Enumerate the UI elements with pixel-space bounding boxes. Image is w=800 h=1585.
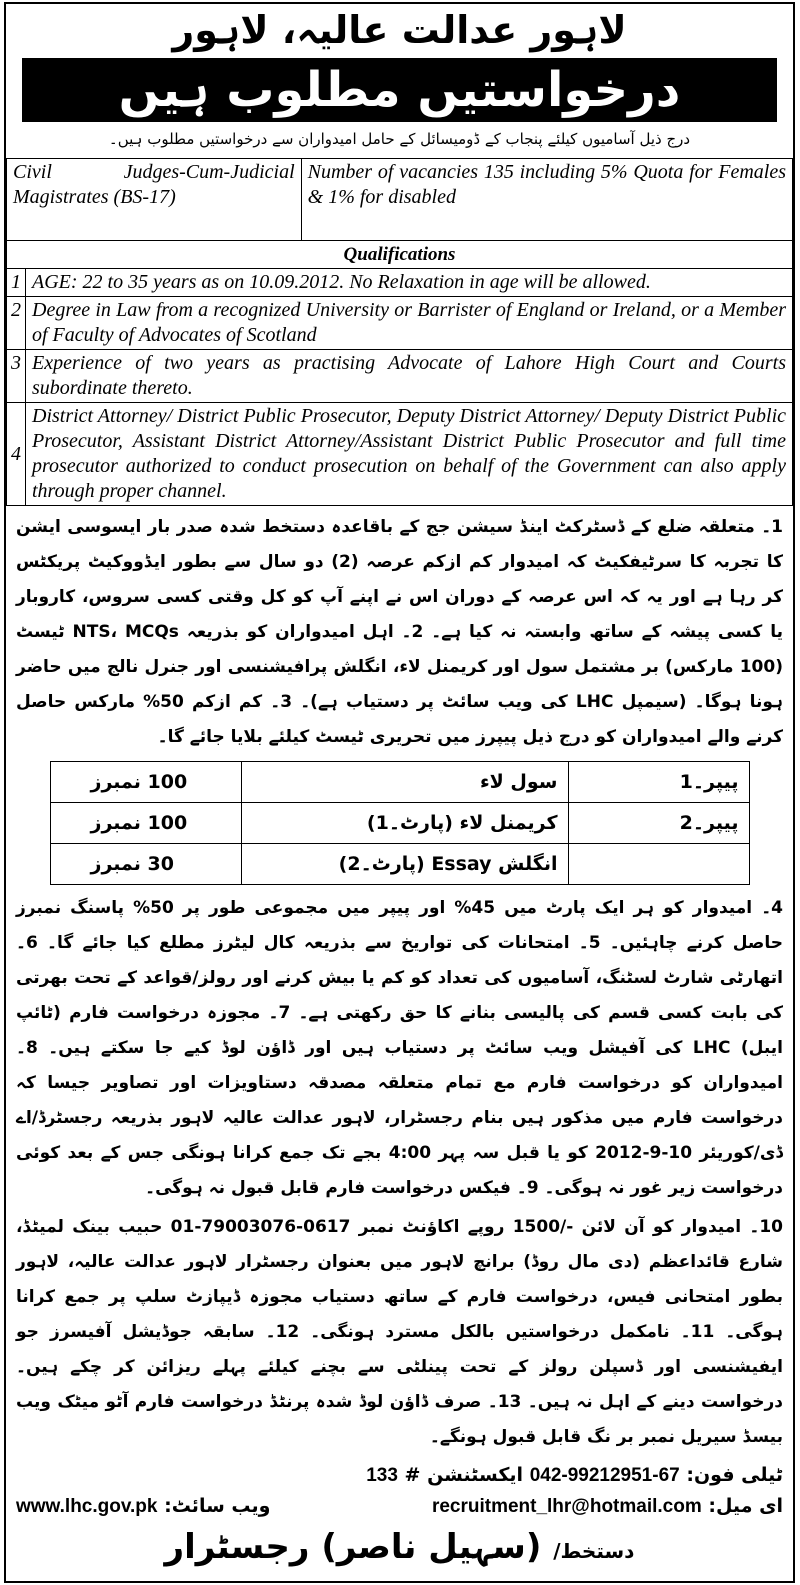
instructions-paragraph-2: 4۔ امیدوار کو ہر ایک پارٹ میں 45% اور پیپر میں مجموعی طور پر 50% پاسنگ نمبرز حاصل کرنے چاہئیں۔ 5۔ امتحانات کی تواریخ سے بذریعہ کال لیٹرز مطلع کیا جائے گا۔ 6۔ اتھارٹی شارٹ لسٹنگ، آسامیوں کی تعداد کو کم یا بیش کرنے اور رولز/قواعد کے تحت بھرتی کی بابت کسی قسم کی پالیسی بنانے کا حق رکھتی ہے۔ 7۔ مجوزہ درخواست فارم (ٹائپ ایبل) LHC کی آفیشل ویب سائٹ پر دستیاب ہیں اور ڈاؤن لوڈ کیے جا سکتے ہیں۔ 8۔ امیدواران کو درخواست فارم مع تمام متعلقہ مصدقہ دستاویزات اور تصاویر جیسا کہ درخواست فارم میں مذکور ہیں بنام رجسٹرار، لاہور عدالت عالیہ لاہور بذریعہ رجسٹرڈ/اے ڈی/کوریئر 10-9-2012 کو یا قبل سہ پہر 4:00 بجے تک جمع کرانا ہونگی جس کے بعد کوئی درخواست زیر غور نہ ہوگی۔ 9۔ فیکس درخواست فارم قابل قبول نہ ہوگی۔ (16, 898, 783, 1198)
papers-table (50, 761, 750, 885)
qualifications-heading: Qualifications (7, 241, 793, 269)
registrar-name: (سہیل ناصر) رجسٹرار (164, 1527, 542, 1567)
paper-marks: 100 نمبرز (50, 762, 241, 803)
website-line (16, 1492, 270, 1521)
extension-number: 133 (366, 1465, 398, 1486)
paper-label: پیپر۔1 (568, 762, 749, 803)
table-row (7, 350, 793, 403)
table-row (7, 269, 793, 297)
vacancies-text: Number of vacancies 135 including 5% Quota for Females & 1% for disabled (301, 159, 792, 241)
paper-subject: انگلش Essay (پارٹ۔2) (241, 844, 568, 885)
item-text: District Attorney/ District Public Prosecutor, Deputy District Attorney/ Deputy District Public Prosecutor, Assistant District Attorney/Assistant District Public Prosecutor and full time prosecutor authorized to conduct prosecution on behalf of the Government can also apply through proper channel. (26, 403, 793, 506)
item-number: 3 (7, 350, 26, 403)
post-title: Civil Judges-Cum-Judicial Magistrates (BS-17) (7, 159, 302, 241)
table-row (50, 762, 749, 803)
email-label: ای میل: (708, 1495, 783, 1517)
item-number: 1 (7, 269, 26, 297)
table-row (50, 844, 749, 885)
instructions-paragraph-1: 1۔ متعلقہ ضلع کے ڈسٹرکٹ اینڈ سیشن جج کے باقاعدہ دستخط شدہ صدر بار ایسوسی ایشن کا تجربہ کا سرٹیفکیٹ کہ امیدوار کم ازکم عرصہ (2) دو سال سے بطور ایڈووکیٹ پریکٹس کر رہا ہے اور یہ کہ اس عرصہ کے دوران اس نے اپنے آپ کو کل وقتی کسی سروس، کاروبار یا کسی پیشہ کے ساتھ وابستہ نہ کیا ہے۔ 2۔ اہل امیدواران کو بذریعہ NTS، MCQs ٹیسٹ (100 مارکس) بر مشتمل سول اور کریمنل لاء، انگلش پرافیشنسی اور جنرل نالج میں حاضر ہونا ہوگا۔ (سیمپل LHC کی ویب سائٹ پر دستیاب ہے)۔ 3۔ کم ازکم 50% مارکس حاصل کرنے والے امیدواران کو درج ذیل پیپرز میں تحریری ٹیسٹ کیلئے بلایا جائے گا۔ (16, 517, 784, 747)
signature-block (6, 1525, 793, 1573)
paper-label: پیپر۔2 (568, 803, 749, 844)
paper-marks: 30 نمبرز (50, 844, 241, 885)
website-label: ویب سائٹ: (164, 1495, 271, 1517)
website-link[interactable]: www.lhc.gov.pk (16, 1496, 158, 1517)
item-number: 2 (7, 297, 26, 350)
item-number: 4 (7, 403, 26, 506)
table-row (50, 803, 749, 844)
qualifications-heading-row (7, 241, 793, 269)
paper-subject: سول لاء (241, 762, 568, 803)
item-text: Degree in Law from a recognized University or Barrister of England or Ireland, or a Member of Faculty of Advocates of Scotland (26, 297, 793, 350)
email-link[interactable]: recruitment_lhr@hotmail.com (431, 1496, 702, 1517)
table-row (7, 403, 793, 506)
advertisement-frame (4, 2, 795, 1583)
item-text: Experience of two years as practising Advocate of Lahore High Court and Courts subordinate thereto. (26, 350, 793, 403)
phone-label: ٹیلی فون: (686, 1464, 783, 1486)
signature-label: دستخط/ (553, 1539, 635, 1563)
court-title: لاہور عدالت عالیہ، لاہور (172, 8, 627, 52)
extension-label: ایکسٹنشن # (404, 1464, 524, 1486)
item-text: AGE: 22 to 35 years as on 10.09.2012. No Relaxation in age will be allowed. (26, 269, 793, 297)
paper-label (568, 844, 749, 885)
intro-text: درج ذیل آسامیوں کیلئے پنجاب کے ڈومیسائل کے حامل امیدواران سے درخواستیں مطلوب ہیں۔ (108, 130, 691, 148)
email-line (432, 1492, 783, 1521)
table-row (7, 297, 793, 350)
instructions-paragraph-3: 10۔ امیدوار کو آن لائن -/1500 روپے اکاؤنٹ نمبر 0617-79003076-01 حبیب بینک لمیٹڈ، شارع قائداعظم (دی مال روڈ) برانچ لاہور میں بعنوان رجسٹرار لاہور عدالت عالیہ، لاہور بطور امتحانی فیس، درخواست فارم کے ساتھ دستیاب مجوزہ ڈیپازٹ سلپ پر جمع کرانا ہوگی۔ 11۔ نامکمل درخواستیں بالکل مسترد ہونگی۔ 12۔ سابقہ جوڈیشل آفیسرز جو ایفیشنسی اور ڈسپلن رولز کے تحت پینلٹی سے بچنے کیلئے پہلے ریزائن کر چکے ہیں۔ درخواست دینے کے اہل نہ ہیں۔ 13۔ صرف ڈاؤن لوڈ شدہ پرنٹڈ درخواست فارم آٹو میٹک ویب بیسڈ سیریل نمبر بر نگ قابل قبول ہونگے۔ (16, 1217, 784, 1447)
qualifications-table (6, 158, 793, 506)
email-website-row (16, 1492, 783, 1521)
banner-title: درخواستیں مطلوب ہیں (22, 58, 777, 122)
phone-line (16, 1461, 783, 1490)
paper-marks: 100 نمبرز (50, 803, 241, 844)
paper-subject: کریمنل لاء (پارٹ۔1) (241, 803, 568, 844)
phone-number: 042-99212951-67 (529, 1465, 680, 1486)
post-row (7, 159, 793, 241)
